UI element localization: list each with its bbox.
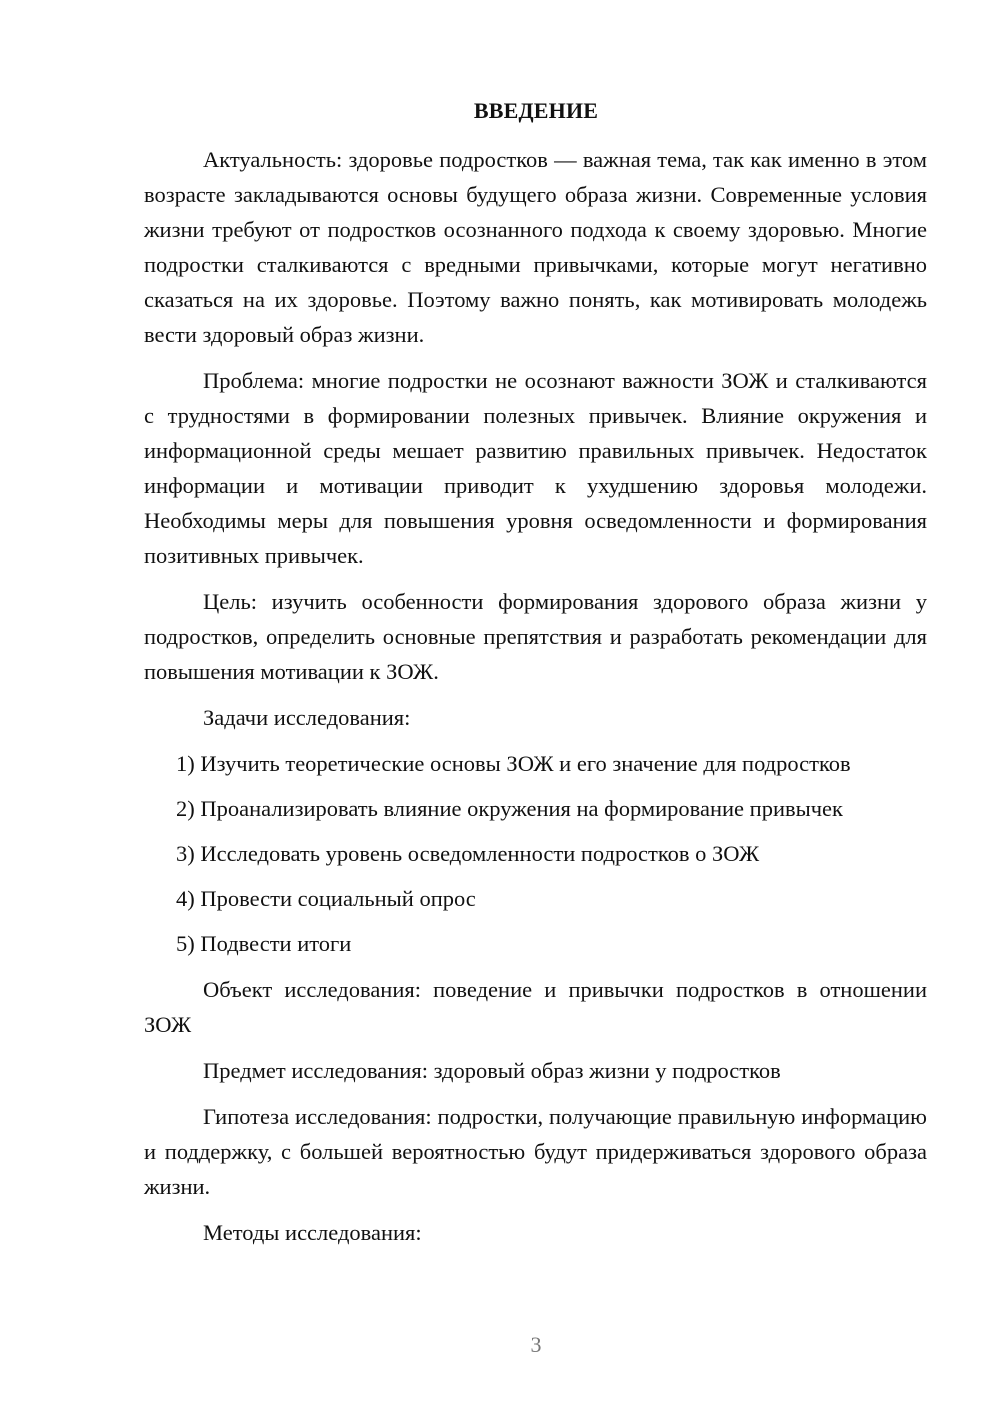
- paragraph-subject: Предмет исследования: здоровый образ жизни у подростков: [203, 1058, 781, 1083]
- list-item: 5) Подвести итоги: [176, 931, 352, 956]
- paragraph-hypothesis: Гипотеза исследования: подростки, получающие правильную информацию и поддержку, с большей вероятностью будут придерживаться здорового образа жизни.: [144, 1104, 927, 1199]
- tasks-list: [144, 746, 927, 961]
- page-number: 3: [530, 1332, 542, 1357]
- paragraph-relevance: Актуальность: здоровье подростков — важная тема, так как именно в этом возрасте закладываются основы будущего образа жизни. Современные условия жизни требуют от подростков осознанного подхода к своему здоровью. Многие подростки сталкиваются с вредными привычками, которые могут негативно сказаться на их здоровье. Поэтому важно понять, как мотивировать молодежь вести здоровый образ жизни.: [144, 147, 927, 347]
- list-item: 4) Провести социальный опрос: [176, 886, 476, 911]
- document-body: [144, 142, 927, 1261]
- methods-heading: Методы исследования:: [203, 1220, 422, 1245]
- list-item: 3) Исследовать уровень осведомленности подростков о ЗОЖ: [176, 841, 760, 866]
- list-item: 2) Проанализировать влияние окружения на формирование привычек: [176, 796, 843, 821]
- paragraph-goal: Цель: изучить особенности формирования здорового образа жизни у подростков, определить основные препятствия и разработать рекомендации для повышения мотивации к ЗОЖ.: [144, 589, 927, 684]
- page-title: ВВЕДЕНИЕ: [473, 98, 599, 123]
- tasks-heading: Задачи исследования:: [203, 705, 411, 730]
- paragraph-object: Объект исследования: поведение и привычки подростков в отношении ЗОЖ: [144, 977, 927, 1037]
- paragraph-problem: Проблема: многие подростки не осознают важности ЗОЖ и сталкиваются с трудностями в формировании полезных привычек. Влияние окружения и информационной среды мешает развитию правильных привычек. Недостаток информации и мотивации приводит к ухудшению здоровья молодежи. Необходимы меры для повышения уровня осведомленности и формирования позитивных привычек.: [144, 368, 927, 568]
- list-item: 1) Изучить теоретические основы ЗОЖ и его значение для подростков: [176, 751, 851, 776]
